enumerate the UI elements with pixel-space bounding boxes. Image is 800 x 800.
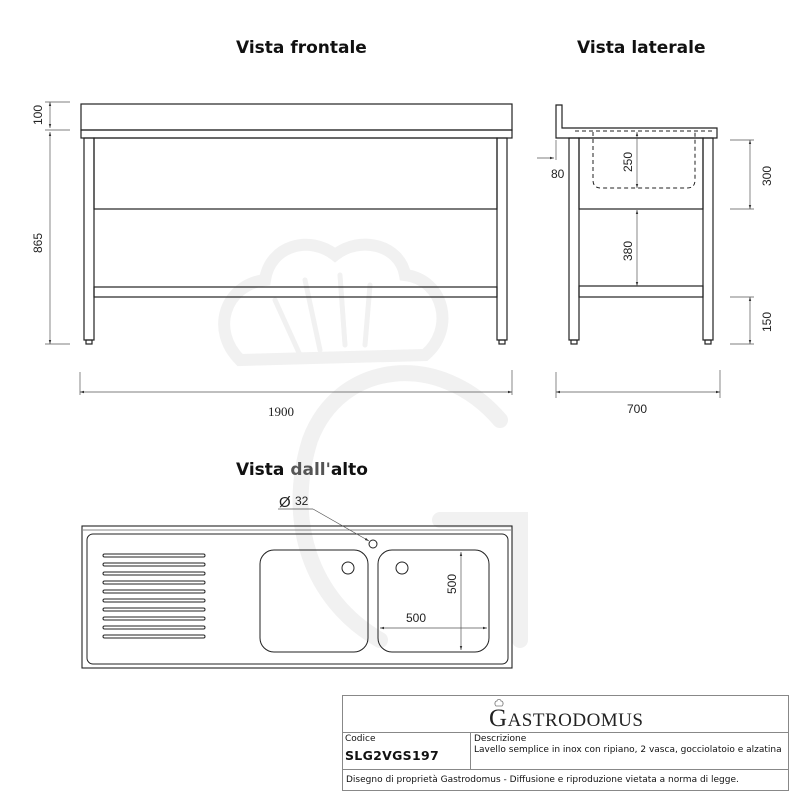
title-block bbox=[342, 695, 789, 791]
dim-overhang: 80 bbox=[551, 167, 565, 181]
front-foot-left bbox=[86, 340, 92, 344]
watermark-logo bbox=[224, 245, 520, 640]
top-view-title-part1: Vista bbox=[236, 460, 291, 480]
dim-bowl-length: 500 bbox=[445, 573, 459, 594]
dim-basin-depth: 250 bbox=[621, 151, 635, 172]
dim-depth: 700 bbox=[627, 402, 648, 416]
copyright-notice: Disegno di proprietà Gastrodomus - Diffusione e riproduzione vietata a norma di legge. bbox=[346, 775, 739, 785]
description-label: Descrizione bbox=[474, 734, 527, 744]
front-basin-panel bbox=[94, 138, 497, 209]
description-cell bbox=[471, 733, 788, 769]
drainer-grooves bbox=[103, 554, 205, 638]
bowl-right bbox=[378, 550, 489, 652]
side-basin-panel bbox=[579, 138, 703, 209]
title-block-info-row bbox=[343, 733, 788, 770]
top-view-title-part3: alto bbox=[330, 460, 368, 480]
drain-left bbox=[342, 562, 354, 574]
side-countertop-backsplash bbox=[556, 105, 717, 138]
dim-width: 1900 bbox=[268, 404, 294, 419]
dim-shelf-gap: 380 bbox=[621, 240, 635, 261]
top-view bbox=[82, 526, 512, 668]
side-leg-right bbox=[703, 138, 713, 340]
side-shelf bbox=[579, 286, 703, 297]
front-leg-left bbox=[84, 138, 94, 340]
brand-rest: ASTRODOMUS bbox=[507, 710, 644, 731]
dim-shelf-height: 150 bbox=[760, 311, 774, 332]
front-countertop bbox=[81, 130, 512, 138]
dim-height: 865 bbox=[31, 232, 45, 253]
front-foot-right bbox=[499, 340, 505, 344]
side-leg-left bbox=[569, 138, 579, 340]
title-block-logo-row bbox=[343, 696, 788, 733]
side-foot-right bbox=[705, 340, 711, 344]
top-view-title bbox=[236, 460, 368, 480]
code-label: Codice bbox=[345, 734, 376, 744]
front-view-title: Vista frontale bbox=[236, 38, 367, 58]
brand-initial: G bbox=[489, 705, 508, 732]
dim-tap-hole: 32 bbox=[295, 494, 309, 508]
side-view bbox=[556, 105, 717, 344]
side-foot-left bbox=[571, 340, 577, 344]
drain-right bbox=[396, 562, 408, 574]
side-basin-hidden-outline bbox=[593, 132, 695, 188]
description-value: Lavello semplice in inox con ripiano, 2 vasca, gocciolatoio e alzatina bbox=[474, 745, 782, 755]
front-backsplash bbox=[81, 104, 512, 130]
dim-bowl-width: 500 bbox=[406, 611, 427, 625]
top-view-title-part2: dall' bbox=[290, 460, 331, 480]
top-outer-edge bbox=[82, 526, 512, 668]
side-view-title: Vista laterale bbox=[577, 38, 706, 58]
code-cell bbox=[343, 733, 471, 769]
tap-hole bbox=[369, 540, 377, 548]
dim-frame-height: 300 bbox=[760, 165, 774, 186]
diameter-symbol: Ø bbox=[279, 494, 291, 511]
dim-backsplash-height: 100 bbox=[31, 104, 45, 125]
front-leg-right bbox=[497, 138, 507, 340]
brand-logo bbox=[489, 705, 643, 733]
code-value: SLG2VGS197 bbox=[345, 748, 439, 763]
